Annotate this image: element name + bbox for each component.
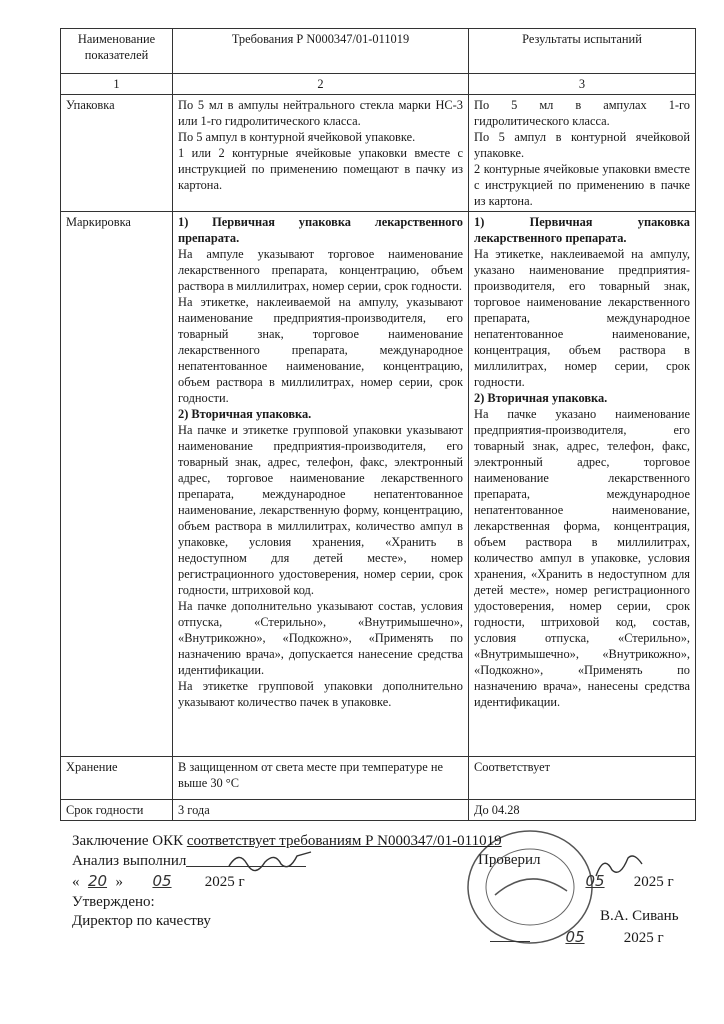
director-label: Директор по качеству bbox=[72, 913, 211, 929]
shelf-life-results: До 04.28 bbox=[469, 800, 696, 821]
packaging-res-line: По 5 мл в ампулах 1-го гидролитического класса. bbox=[474, 98, 690, 128]
marking-res-heading-primary: 1) Первичная упаковка лекарственного препарата. bbox=[474, 215, 690, 245]
shelf-life-requirements: 3 года bbox=[173, 800, 469, 821]
packaging-req-line: По 5 ампул в контурной ячейковой упаковке. bbox=[178, 130, 416, 144]
date-left-close: » bbox=[115, 874, 123, 890]
marking-req-paragraph: На этикетке групповой упаковки дополнительно указывают количество пачек в упаковке. bbox=[178, 679, 463, 709]
analyst-signature-icon bbox=[225, 846, 315, 874]
date-right-month: 05 bbox=[585, 872, 605, 890]
date-left-month: 05 bbox=[152, 872, 172, 890]
header-requirements: Требования Р N000347/01-011019 bbox=[173, 29, 469, 74]
table-row-marking bbox=[61, 212, 696, 757]
col-number-3: 3 bbox=[469, 74, 696, 95]
checked-label: Проверил bbox=[478, 852, 541, 868]
table-number-row bbox=[61, 74, 696, 95]
analysis-label: Анализ выполнил bbox=[72, 853, 187, 869]
packaging-req-line: По 5 мл в ампулы нейтрального стекла марки НС-3 или 1-го гидролитического класса. bbox=[178, 98, 463, 128]
storage-results: Соответствует bbox=[469, 757, 696, 800]
marking-res-paragraph: На пачке указано наименование предприятия-производителя, его товарный знак, адрес, телефон, факс, электронный адрес, торговое наименование лекарственного препарата, международное непатентованное наименование, лекарственная форма, концентрация, объем раствора в миллилитрах, количество ампул в упаковке, условия хранения, «Хранить в недоступном для детей месте», номер регистрационного удостоверения, номер серии, срок годности, штриховой код, состав, условия отпуска, «Стерильно», «Внутримышечно», «Внутрикожно», «Подкожно», «Применять по назначению врача», нанесены средства идентификации. bbox=[474, 407, 690, 709]
row-name-marking: Маркировка bbox=[61, 212, 173, 757]
date-bottom bbox=[490, 928, 664, 947]
date-bottom-year: 2025 г bbox=[623, 930, 664, 946]
table-row-storage bbox=[61, 757, 696, 800]
date-left-open: « bbox=[72, 874, 80, 890]
date-right-year: 2025 г bbox=[633, 874, 674, 890]
packaging-res-line: 2 контурные ячейковые упаковки вместе с инструкцией по применению в пачке из картона. bbox=[474, 162, 690, 208]
approved-label: Утверждено: bbox=[72, 894, 155, 910]
header-name: Наименование показателей bbox=[61, 29, 173, 74]
col-number-2: 2 bbox=[173, 74, 469, 95]
packaging-results bbox=[469, 95, 696, 212]
table-header-row bbox=[61, 29, 696, 74]
date-left bbox=[72, 872, 245, 891]
marking-req-paragraph: На ампуле указывают торговое наименование лекарственного препарата, концентрацию, объем раствора в миллилитрах, номер серии, срок годности. bbox=[178, 247, 463, 293]
marking-results bbox=[469, 212, 696, 757]
table-row-shelf-life bbox=[61, 800, 696, 821]
date-left-year: 2025 г bbox=[204, 874, 245, 890]
marking-res-paragraph: На этикетке, наклеиваемой на ампулу, указано наименование предприятия-производителя, его товарный знак, торговое наименование лекарственного препарата, международное непатентованное наименование, концентрация, объем раствора в миллилитрах, номер серии, срок годности. bbox=[474, 247, 690, 389]
col-number-1: 1 bbox=[61, 74, 173, 95]
conclusion-label: Заключение ОКК bbox=[72, 833, 184, 849]
marking-req-paragraph: На пачке и этикетке групповой упаковки указывают наименование предприятия-производителя, его товарный знак, адрес, телефон, факс, электронный адрес, торговое наименование лекарственного препарата, международное непатентованное наименование, лекарственную форму, концентрацию, объем раствора в миллилитрах, количество ампул в упаковке, условия хранения, «Хранить в недоступном для детей месте», номер регистрационного удостоверения, номер серии, срок годности, штриховой код. bbox=[178, 423, 463, 597]
row-name-shelf-life: Срок годности bbox=[61, 800, 173, 821]
marking-requirements bbox=[173, 212, 469, 757]
packaging-req-line: 1 или 2 контурные ячейковые упаковки вместе с инструкцией по применению помещают в пачку из картона. bbox=[178, 146, 463, 192]
marking-req-heading-secondary: 2) Вторичная упаковка. bbox=[178, 407, 312, 421]
marking-req-heading-primary: 1) Первичная упаковка лекарственного препарата. bbox=[178, 215, 463, 245]
date-bottom-month: 05 bbox=[565, 928, 585, 946]
table-row-packaging bbox=[61, 95, 696, 212]
spec-table bbox=[60, 28, 696, 821]
storage-requirements: В защищенном от света месте при температуре не выше 30 °С bbox=[173, 757, 469, 800]
marking-req-paragraph: На пачке дополнительно указывают состав, условия отпуска, «Стерильно», «Внутримышечно», «Внутрикожно», «Подкожно», «Применять по назначению врача», допускается нанесение средства идентификации. bbox=[178, 599, 463, 677]
packaging-requirements bbox=[173, 95, 469, 212]
marking-req-paragraph: На этикетке, наклеиваемой на ампулу, указывают наименование предприятия-производителя, его товарный знак, торговое наименование лекарственного препарата, международное непатентованное наименование, концентрацию, объем раствора в миллилитрах, номер серии, срок годности. bbox=[178, 295, 463, 405]
conclusion-text: соответствует требованиям Р N000347/01-011019 bbox=[186, 833, 502, 849]
row-name-storage: Хранение bbox=[61, 757, 173, 800]
header-results: Результаты испытаний bbox=[469, 29, 696, 74]
marking-res-heading-secondary: 2) Вторичная упаковка. bbox=[474, 391, 608, 405]
director-name: В.А. Сивань bbox=[600, 908, 679, 924]
date-right bbox=[560, 872, 674, 891]
row-name-packaging: Упаковка bbox=[61, 95, 173, 212]
date-left-day: 20 bbox=[87, 872, 108, 890]
packaging-res-line: По 5 ампул в контурной ячейковой упаковке. bbox=[474, 130, 690, 160]
